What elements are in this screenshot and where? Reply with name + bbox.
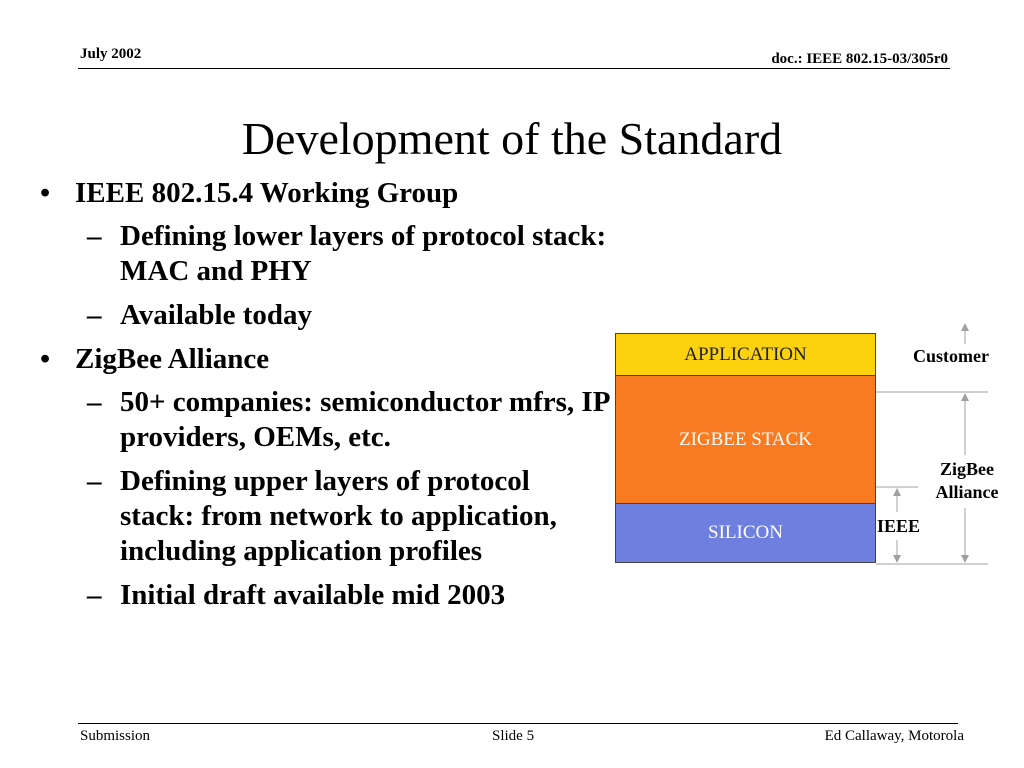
customer-arrow-head — [961, 323, 969, 331]
dash-mark: – — [87, 220, 102, 252]
sub-bullet-text: 50+ companies: semiconductor mfrs, IP providers, OEMs, etc. — [120, 386, 609, 453]
ieee-arrow-head-down — [893, 555, 901, 563]
ieee-arrow-head-up — [893, 488, 901, 496]
bullet-text: IEEE 802.15.4 Working Group — [75, 177, 459, 209]
dash-mark: – — [87, 579, 102, 611]
slide-title: Development of the Standard — [241, 113, 783, 164]
dash-mark: – — [87, 465, 102, 497]
sub-bullet — [40, 578, 610, 613]
sub-bullet-text: Initial draft available mid 2003 — [120, 579, 506, 611]
dash-mark: – — [87, 299, 102, 331]
bullet-text: ZigBee Alliance — [75, 343, 270, 375]
label-ieee: IEEE — [877, 516, 921, 536]
sub-bullet-text: Defining upper layers of protocol stack: from network to application, including application profiles — [120, 465, 557, 567]
header-doc-id: doc.: IEEE 802.15-03/305r0 — [771, 51, 948, 67]
sub-bullet — [40, 298, 610, 333]
bullet-zigbee-alliance — [40, 342, 610, 377]
label-zigbee-alliance — [922, 458, 1012, 504]
footer-slide-number: Slide 5 — [492, 728, 535, 744]
bullet-mark: • — [40, 343, 51, 375]
sub-bullet-text: Defining lower layers of protocol stack: MAC and PHY — [120, 220, 607, 287]
zigbee-arrow-head-down — [961, 555, 969, 563]
layer-silicon-label: SILICON — [708, 522, 783, 543]
layer-zigbee-stack — [615, 375, 876, 504]
bullet-ieee-working-group — [40, 176, 610, 211]
label-customer: Customer — [913, 346, 989, 366]
layer-silicon — [615, 503, 876, 563]
zigbee-arrow-head-up — [961, 393, 969, 401]
footer-author: Ed Callaway, Motorola — [824, 728, 964, 744]
sub-bullet-text: Available today — [120, 299, 312, 331]
header-rule — [78, 68, 950, 69]
sub-bullet — [40, 219, 610, 289]
footer-rule — [78, 723, 958, 724]
label-zigbee-line1: ZigBee — [940, 459, 994, 479]
label-zigbee-line2: Alliance — [935, 482, 999, 502]
bullet-list — [40, 176, 610, 622]
layer-application — [615, 333, 876, 376]
dash-mark: – — [87, 386, 102, 418]
header-date: July 2002 — [80, 46, 142, 62]
footer-submission: Submission — [80, 728, 151, 744]
sub-bullet — [40, 385, 610, 455]
layer-application-label: APPLICATION — [684, 343, 807, 365]
layer-zigbee-stack-label: ZIGBEE STACK — [678, 428, 813, 450]
bullet-mark: • — [40, 177, 51, 209]
sub-bullet — [40, 464, 610, 569]
